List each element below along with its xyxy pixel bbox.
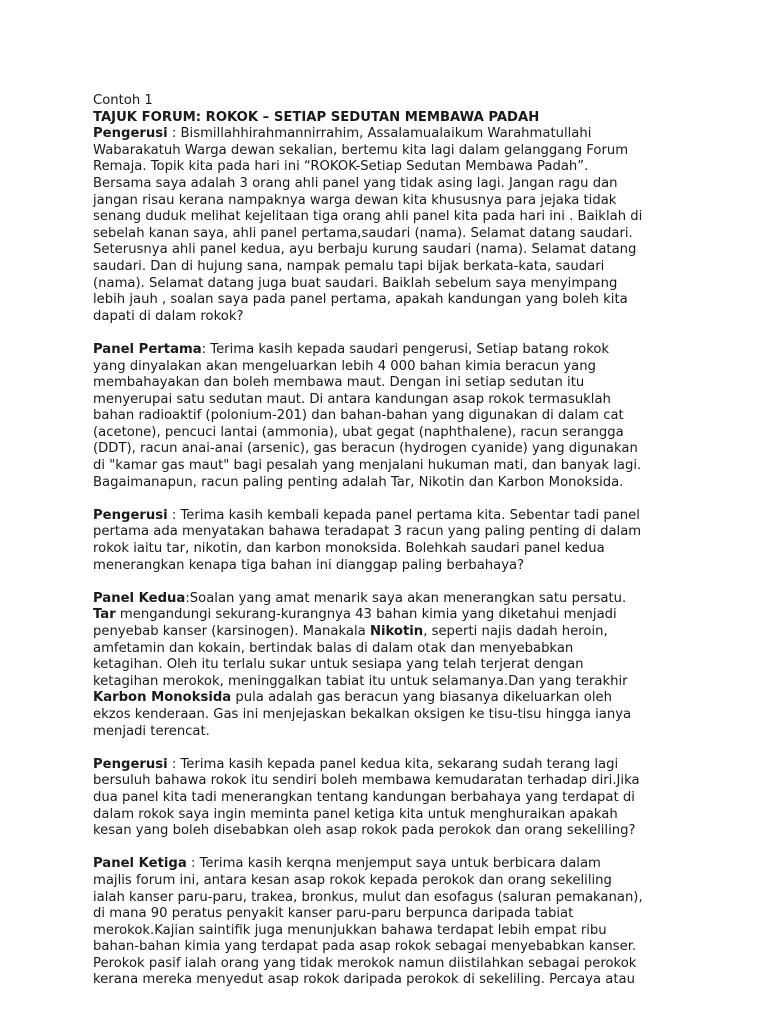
paragraph-text: Perokok pasif ialah orang yang tidak merokok namun diistilahkan sebagai perokok	[93, 955, 637, 971]
paragraph-text: lebih jauh , soalan saya pada panel pertama, apakah kandungan yang boleh kita	[93, 292, 628, 308]
term-tar: Tar	[93, 607, 116, 623]
paragraph-panel-ketiga	[93, 856, 693, 989]
paragraph-text: : Bismillahhirahmannirrahim, Assalamualaikum Warahmatullahi	[167, 126, 592, 142]
paragraph-text: Seterusnya ahli panel kedua, ayu berbaju kurung saudari (nama). Selamat datang	[93, 242, 637, 258]
paragraph-text: di "kamar gas maut" bagi pesalah yang menjalani hukuman mati, dan banyak lagi.	[93, 458, 642, 474]
paragraph-text: kerana mereka menyedut asap rokok daripada perokok di sekeliling. Percaya atau	[93, 972, 635, 988]
paragraph-spacer	[93, 574, 693, 591]
speaker-label: Pengerusi	[93, 756, 168, 772]
paragraph-text: , seperti najis dadah heroin,	[423, 624, 608, 639]
paragraph-text: ekzos kenderaan. Gas ini menjejaskan bekalkan oksigen ke tisu-tisu hingga ianya	[93, 706, 632, 722]
term-nikotin: Nikotin	[369, 624, 424, 639]
speaker-label: Panel Ketiga	[93, 856, 187, 872]
paragraph-text: ketagihan merokok, meninggalkan tabiat itu untuk selamanya.Dan yang terakhir	[93, 673, 628, 689]
paragraph-text: dapati di dalam rokok?	[93, 308, 244, 324]
paragraph-text: dalam rokok saya ingin meminta panel ketiga kita untuk menghuraikan apakah	[93, 806, 618, 822]
paragraph-text: majlis forum ini, antara kesan asap rokok kepada perokok dan orang sekeliling	[93, 872, 612, 888]
paragraph-text: : Terima kasih kerqna menjemput saya untuk berbicara dalam	[186, 856, 601, 872]
paragraph-text: : Terima kasih kepada saudari pengerusi, Setiap batang rokok	[201, 341, 610, 357]
forum-title: TAJUK FORUM: ROKOK – SETIAP SEDUTAN MEMBAWA PADAH	[93, 109, 540, 125]
paragraph-text: rokok iaitu tar, nikotin, dan karbon monoksida. Bolehkah saudari panel kedua	[93, 541, 605, 557]
paragraph-panel-kedua	[93, 591, 693, 740]
term-karbon-monoksida: Karbon Monoksida	[93, 690, 232, 706]
paragraph-spacer	[93, 740, 693, 757]
paragraph-pengerusi-2	[93, 508, 693, 574]
paragraph-spacer	[93, 325, 693, 342]
paragraph-text: : Terima kasih kembali kepada panel pertama kita. Sebentar tadi panel	[167, 507, 640, 523]
paragraph-text: pula adalah gas beracun yang biasanya dikeluarkan oleh	[231, 690, 612, 706]
paragraph-text: amfetamin dan kokain, bertindak balas di dalam otak dan menyebabkan	[93, 640, 574, 656]
paragraph-text: (nama). Selamat datang juga buat saudari. Baiklah sebelum saya menyimpang	[93, 275, 618, 291]
paragraph-pengerusi-intro	[93, 126, 693, 325]
paragraph-spacer	[93, 840, 693, 857]
paragraph-text: bahan-bahan kimia yang terdapat pada asap rokok sebagai menyebabkan kanser.	[93, 939, 637, 955]
paragraph-text: dua panel kita tadi menerangkan tentang kandungan berbahaya yang terdapat di	[93, 789, 635, 805]
paragraph-text: Bersama saya adalah 3 orang ahli panel yang tidak asing lagi. Jangan ragu dan	[93, 175, 618, 191]
paragraph-text: saudari. Dan di hujung sana, nampak pemalu tapi bijak berkata-kata, saudari	[93, 258, 605, 274]
paragraph-text: Remaja. Topik kita pada hari ini “ROKOK-Setiap Sedutan Membawa Padah”.	[93, 159, 589, 175]
paragraph-text: ketagihan. Oleh itu terlalu sukar untuk sesiapa yang telah terjerat dengan	[93, 657, 584, 673]
paragraph-text: di mana 90 peratus penyakit kanser paru-paru berpunca daripada tabiat	[93, 906, 574, 922]
paragraph-text: menjadi terencat.	[93, 723, 210, 739]
document-body	[93, 93, 693, 989]
paragraph-text: pertama ada menyatakan bahawa teradapat 3 racun yang paling penting di dalam	[93, 524, 642, 540]
paragraph-text: (acetone), pencuci lantai (ammonia), ubat gegat (naphthalene), racun serangga	[93, 424, 624, 440]
paragraph-text: Wabarakatuh Warga dewan sekalian, bertemu kita lagi dalam gelanggang Forum	[93, 142, 629, 158]
speaker-label: Pengerusi	[93, 126, 168, 142]
paragraph-text: yang dinyalakan akan mengeluarkan lebih 4 000 bahan kimia beracun yang	[93, 358, 596, 374]
paragraph-text: bahan radioaktif (polonium-201) dan bahan-bahan yang digunakan di dalam cat	[93, 408, 624, 424]
paragraph-text: Bagaimanapun, racun paling penting adalah Tar, Nikotin dan Karbon Monoksida.	[93, 474, 624, 490]
paragraph-text: mengandungi sekurang-kurangnya 43 bahan kimia yang diketahui menjadi	[115, 607, 617, 623]
speaker-label: Panel Pertama	[93, 341, 202, 357]
paragraph-text: bersuluh bahawa rokok itu sendiri boleh membawa kemudaratan terhadap diri.Jika	[93, 773, 640, 789]
paragraph-text: ialah kanser paru-paru, trakea, bronkus, mulut dan esofagus (saluran pemakanan),	[93, 889, 643, 905]
example-label: Contoh 1	[93, 93, 153, 108]
speaker-label: Panel Kedua	[93, 590, 186, 606]
paragraph-text: (DDT), racun anai-anai (arsenic), gas beracun (hydrogen cyanide) yang digunakan	[93, 441, 638, 457]
paragraph-panel-pertama	[93, 342, 693, 491]
paragraph-pengerusi-3	[93, 757, 693, 840]
paragraph-text: sebelah kanan saya, ahli panel pertama,saudari (nama). Selamat datang saudari.	[93, 225, 633, 241]
paragraph-spacer	[93, 491, 693, 508]
speaker-label: Pengerusi	[93, 507, 168, 523]
paragraph-text: : Terima kasih kepada panel kedua kita, sekarang sudah terang lagi	[167, 756, 619, 772]
paragraph-text: penyebab kanser (karsinogen). Manakala	[93, 624, 370, 639]
paragraph-text: menerangkan kenapa tiga bahan ini dianggap paling berbahaya?	[93, 557, 525, 573]
paragraph-text: merokok.Kajian saintifik juga menunjukkan bahawa terdapat lebih empat ribu	[93, 922, 607, 938]
paragraph-text: senang duduk melihat kejelitaan tiga orang ahli panel kita pada hari ini . Baiklah di	[93, 209, 643, 225]
paragraph-text: jangan risau kerana nampaknya warga dewan kita khususnya para jejaka tidak	[93, 192, 617, 208]
paragraph-text: kesan yang boleh disebabkan oleh asap rokok pada perokok dan orang sekeliling?	[93, 823, 636, 839]
paragraph-text: :Soalan yang amat menarik saya akan menerangkan satu persatu.	[185, 590, 627, 606]
paragraph-text: membahayakan dan boleh membawa maut. Dengan ini setiap sedutan itu	[93, 375, 585, 391]
paragraph-text: menyerupai satu sedutan maut. Di antara kandungan asap rokok termasuklah	[93, 391, 611, 407]
